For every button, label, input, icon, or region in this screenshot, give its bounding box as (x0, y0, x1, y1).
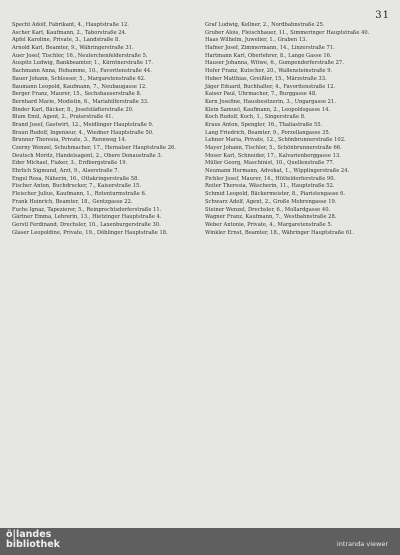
directory-entry: Kern Josefine, Hausbesitzerin, 3., Ungargasse 21. (205, 98, 336, 105)
directory-entry: Jäger Eduard, Buchhalter, 4., Favoritenstraße 12. (205, 83, 336, 90)
directory-entry: Deutsch Moritz, Handelsagent, 2., Obere Donaustraße 3. (12, 152, 163, 159)
directory-entry: Reiter Theresia, Wäscherin, 11., Hauptstraße 52. (205, 183, 335, 190)
directory-entry: Brand Josef, Gastwirt, 12., Meidlinger Hauptstraße 9. (12, 121, 154, 128)
directory-entry: Wagner Franz, Kaufmann, 7., Westbahnstraße 28. (205, 214, 337, 221)
directory-entry: Braun Rudolf, Ingenieur, 4., Wiedner Hauptstraße 50. (12, 129, 154, 136)
directory-entry: Gärtner Emma, Lehrerin, 13., Hietzinger Hauptstraße 4. (12, 214, 162, 221)
directory-entry: Moser Karl, Schneider, 17., Kalvarienberggasse 13. (205, 152, 341, 159)
directory-entry: Ehrlich Sigmund, Arzt, 9., Alserstraße 7. (12, 168, 120, 175)
directory-entry: Hafner Josef, Zimmermann, 14., Linzerstraße 71. (205, 45, 335, 52)
directory-entry: Frank Heinrich, Beamter, 18., Gentzgasse 22. (12, 198, 133, 205)
directory-entry: Apfel Karoline, Private, 3., Landstraße 8. (12, 37, 120, 44)
directory-entry: Hofer Franz, Kutscher, 20., Wallensteinstraße 9. (205, 68, 333, 75)
directory-entry: Bernhard Marie, Modistin, 6., Mariahilferstraße 33. (12, 98, 149, 105)
directory-entry: Czerny Wenzel, Schuhmacher, 17., Hernalser Hauptstraße 26. (12, 145, 176, 151)
directory-entry: Schmid Leopold, Bäckermeister, 8., Piaristengasse 6. (205, 191, 346, 198)
text-columns (12, 22, 388, 237)
logo-line-1: ö|landes (6, 529, 52, 540)
directory-entry: Winkler Ernst, Beamter, 18., Währinger Hauptstraße 61. (205, 229, 355, 236)
directory-entry: Binder Karl, Bäcker, 8., Josefstädterstraße 20. (12, 106, 134, 113)
directory-entry: Auer Josef, Tischler, 16., Neulerchenfelderstraße 5. (12, 52, 148, 59)
directory-entry: Glaser Leopoldine, Private, 19., Döblinger Hauptstraße 18. (12, 229, 168, 236)
directory-entry: Bauer Johann, Schlosser, 5., Margaretenstraße 62. (12, 75, 146, 82)
directory-entry: Hauser Johanna, Witwe, 6., Gumpendorferstraße 27. (205, 60, 344, 67)
directory-entry: Lehner Maria, Private, 12., Schönbrunnerstraße 102. (205, 137, 346, 144)
directory-entry: Blum Emil, Agent, 2., Praterstraße 41. (12, 114, 114, 121)
viewer-label: intranda viewer (336, 540, 388, 548)
directory-entry: Specht Adolf, Fabrikant, 4., Hauptstraße 12. (12, 22, 129, 28)
directory-entry: Neumann Hermann, Advokat, 1., Wipplingerstraße 24. (205, 168, 350, 175)
directory-entry: Kraus Anton, Spengler, 16., Thaliastraße 55. (205, 121, 323, 128)
page-number: 31 (375, 10, 390, 21)
directory-entry: Graf Ludwig, Kellner, 2., Nordbahnstraße 25. (205, 22, 325, 28)
directory-entry: Baumann Leopold, Kaufmann, 7., Neubaugasse 12. (12, 83, 147, 90)
directory-entry: Fischer Anton, Buchdrucker, 7., Kaiserstraße 15. (12, 183, 142, 190)
text-column-left (12, 22, 195, 237)
directory-entry: Berger Franz, Maurer, 15., Sechshauserstraße 8. (12, 91, 142, 98)
directory-entry: Brunner Theresia, Private, 3., Rennweg 14. (12, 137, 127, 144)
directory-entry: Auspitz Ludwig, Bankbeamter, 1., Kärntnerstraße 17. (12, 60, 153, 67)
directory-entry: Koch Rudolf, Koch, 1., Singerstraße 8. (205, 114, 306, 121)
directory-entry: Schwarz Adolf, Agent, 2., Große Mohrengasse 19. (205, 198, 337, 205)
directory-entry: Fleischer Julius, Kaufmann, 1., Rotenturmstraße 6. (12, 191, 147, 198)
directory-entry: Fuchs Ignaz, Tapezierer, 5., Reinprechtsdorferstraße 11. (12, 206, 162, 213)
directory-entry: Haas Wilhelm, Juwelier, 1., Graben 13. (205, 37, 307, 44)
directory-entry: Mayer Johann, Tischler, 5., Schönbrunnerstraße 66. (205, 145, 342, 151)
directory-entry: Gerstl Ferdinand, Drechsler, 10., Laxenburgerstraße 30. (12, 221, 161, 228)
directory-entry: Pichler Josef, Maurer, 14., Hütteldorferstraße 90. (205, 175, 336, 182)
directory-entry: Kaiser Paul, Uhrmacher, 7., Burggasse 48. (205, 91, 317, 98)
logo-line-2: bibliothek (6, 539, 60, 550)
directory-entry: Klein Samuel, Kaufmann, 2., Leopoldsgasse 14. (205, 106, 331, 113)
library-logo[interactable] (6, 530, 60, 550)
directory-entry: Lang Friedrich, Beamter, 9., Porzellangasse 35. (205, 129, 331, 136)
viewer-footer (0, 528, 400, 555)
directory-entry: Huber Matthias, Greißler, 15., Märzstraße 33. (205, 75, 327, 82)
directory-entry: Ascher Karl, Kaufmann, 2., Taborstraße 24. (12, 29, 127, 36)
directory-entry: Hartmann Karl, Oberlehrer, 8., Lange Gasse 16. (205, 52, 332, 59)
directory-entry: Engel Rosa, Näherin, 16., Ottakringerstraße 58. (12, 175, 140, 182)
directory-entry: Gruber Alois, Fleischhauer, 11., Simmeringer Hauptstraße 40. (205, 29, 370, 36)
directory-entry: Müller Georg, Maschinist, 10., Quellenstraße 77. (205, 160, 335, 167)
directory-entry: Weber Antonie, Private, 4., Margaretenstraße 5. (205, 221, 333, 228)
directory-entry: Steiner Wenzel, Drechsler, 6., Mollardgasse 40. (205, 206, 331, 213)
directory-entry: Eder Michael, Fiaker, 3., Erdbergstraße 19. (12, 160, 128, 167)
text-column-right (205, 22, 388, 237)
directory-entry: Arnold Karl, Beamter, 9., Währingerstraße 31. (12, 45, 134, 52)
directory-entry: Bachmann Anna, Hebamme, 10., Favoritenstraße 44. (12, 68, 152, 75)
